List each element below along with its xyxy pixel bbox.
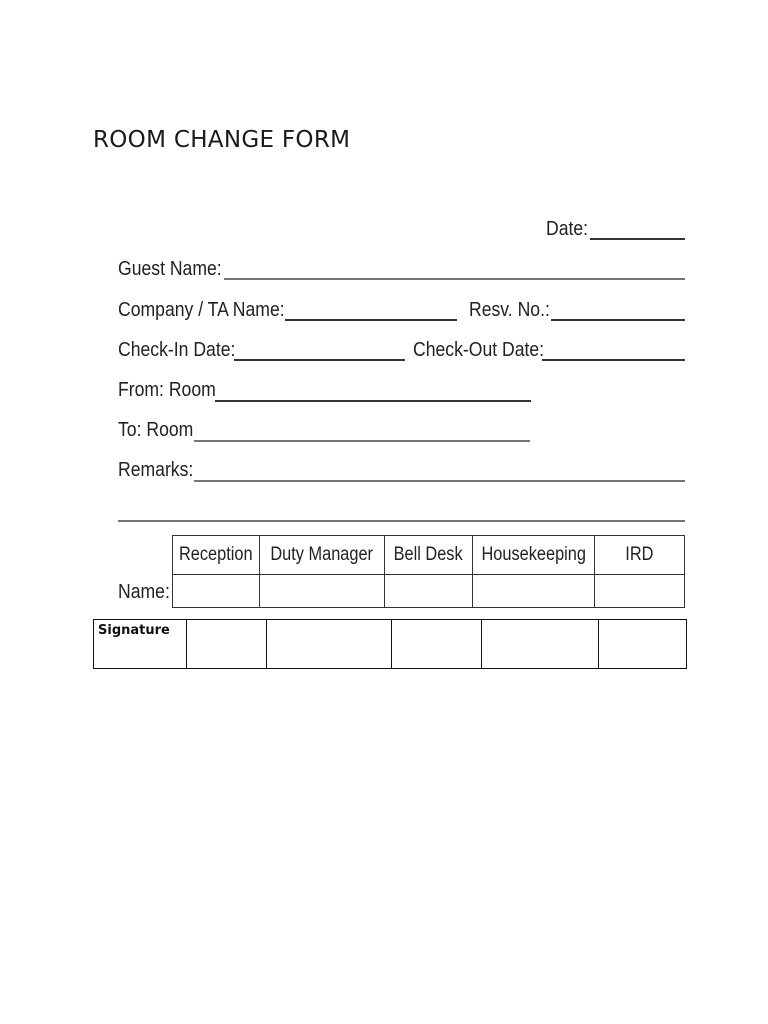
check-out-label: Check-Out Date:: [413, 339, 545, 361]
signature-cell-ird[interactable]: [598, 620, 686, 669]
signature-cell-duty-manager[interactable]: [266, 620, 392, 669]
column-reception: Reception: [173, 536, 260, 575]
signature-cell-bell-desk[interactable]: [392, 620, 482, 669]
name-row: [173, 575, 685, 608]
signature-table: [93, 619, 687, 669]
date-label: Date:: [546, 218, 589, 240]
table-header-row: [173, 536, 685, 575]
date-field[interactable]: [590, 238, 685, 240]
name-cell-ird[interactable]: [595, 575, 685, 608]
remarks-label: Remarks:: [118, 459, 194, 481]
signature-cell-housekeeping[interactable]: [482, 620, 599, 669]
name-cell-housekeeping[interactable]: [473, 575, 595, 608]
column-ird: IRD: [595, 536, 685, 575]
resv-no-label: Resv. No.:: [469, 299, 550, 321]
to-room-field[interactable]: [194, 440, 530, 442]
company-field[interactable]: [285, 319, 457, 321]
staff-name-table: [172, 535, 685, 608]
name-row-label: Name:: [118, 581, 170, 603]
name-cell-reception[interactable]: [173, 575, 260, 608]
signature-row: [94, 620, 687, 669]
column-housekeeping: Housekeeping: [473, 536, 595, 575]
check-out-field[interactable]: [542, 359, 685, 361]
name-cell-duty-manager[interactable]: [259, 575, 384, 608]
guest-name-field[interactable]: [224, 278, 685, 280]
check-in-field[interactable]: [234, 359, 405, 361]
remarks-field[interactable]: [194, 480, 685, 482]
signature-cell-reception[interactable]: [186, 620, 266, 669]
from-room-label: From: Room: [118, 379, 216, 401]
check-in-label: Check-In Date:: [118, 339, 236, 361]
form-title: ROOM CHANGE FORM: [93, 127, 351, 153]
column-duty-manager: Duty Manager: [259, 536, 384, 575]
company-label: Company / TA Name:: [118, 299, 285, 321]
guest-name-label: Guest Name:: [118, 258, 222, 280]
signature-label: Signature: [94, 620, 187, 669]
to-room-label: To: Room: [118, 419, 194, 441]
name-cell-bell-desk[interactable]: [384, 575, 472, 608]
resv-no-field[interactable]: [551, 319, 685, 321]
column-bell-desk: Bell Desk: [384, 536, 472, 575]
from-room-field[interactable]: [215, 400, 531, 402]
remarks-field-line-2[interactable]: [118, 520, 685, 522]
